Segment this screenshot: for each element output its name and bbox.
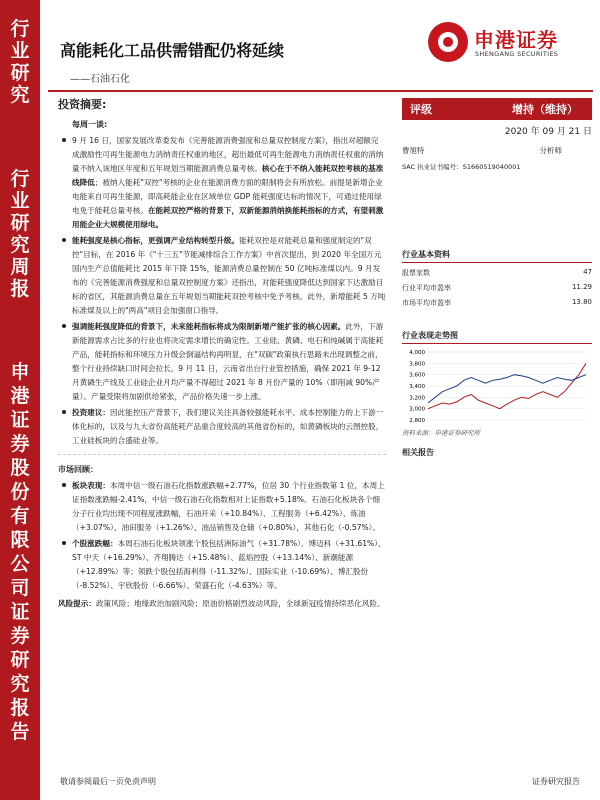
basic-info-heading: 行业基本资料 xyxy=(402,249,592,263)
sidebar-top-label: 行 业 研 究 xyxy=(10,18,30,106)
series-line-2 xyxy=(428,375,586,403)
industry-trend-chart xyxy=(402,348,592,424)
logo-en-text: SHENGANG SECURITIES xyxy=(475,50,559,58)
y-tick-label: 4,000 xyxy=(409,350,425,356)
basic-info-key: 市场平均市盈率 xyxy=(402,299,451,307)
chart-heading: 行业表现走势图 xyxy=(402,330,592,344)
sidebar xyxy=(0,0,40,800)
basic-info-key: 行业平均市盈率 xyxy=(402,284,451,292)
p1-text-b: 核心在于不纳入能耗双控考核的基准线降低 xyxy=(72,164,384,187)
report-title: 高能耗化工品供需错配仍将延续 xyxy=(60,41,285,60)
weekly-label: 每周一谈: xyxy=(72,120,108,129)
analyst-role: 分析师 xyxy=(539,146,562,155)
market-heading: 市场回顾： xyxy=(58,465,98,474)
main-column xyxy=(58,98,386,611)
header-divider xyxy=(48,90,593,92)
analyst-cert xyxy=(402,162,592,171)
report-date: 2020 年 09 月 21 日 xyxy=(504,127,592,137)
analyst-name: 曹旭特 xyxy=(402,146,425,155)
analyst-row xyxy=(402,145,592,156)
chart-source: 资料来源：申港证券研究所 xyxy=(402,429,480,437)
y-tick-label: 2,800 xyxy=(409,418,425,424)
bullet-icon xyxy=(62,324,66,328)
footer-disclaimer: 敬请参阅最后一页免责声明 xyxy=(60,777,156,786)
p3-text-a: 强调能耗强度降低的背景下，未来能耗指标将成为限制新增产能扩张的核心因素。 xyxy=(72,322,346,331)
basic-info-row xyxy=(402,298,592,308)
market-paragraph-2 xyxy=(58,537,386,593)
company-logo xyxy=(428,20,588,74)
bullet-icon xyxy=(62,483,66,487)
summary-paragraph-3 xyxy=(58,320,386,404)
rating-value: 增持（维持） xyxy=(512,103,578,116)
risk-paragraph xyxy=(58,597,386,611)
rating-bar xyxy=(402,98,592,120)
basic-info-table xyxy=(402,268,592,308)
sidebar-bottom-label: 申 港 证 券 股 份 有 限 公 司 证 券 研 究 报 告 xyxy=(10,361,30,743)
summary-heading: 投资摘要: xyxy=(58,98,107,111)
bullet-icon xyxy=(62,138,66,142)
bullet-icon xyxy=(62,238,66,242)
p2-text-b: 能耗双控是对能耗总量和强度制定的"双控"目标，在 2016 年《"十三五"节能减排综合工作方案》中首次提出，到 2020 年全国万元国内生产总值能耗比 2015 年下降 15%，能源消费总量控制在 50 亿吨标准煤以内。9 月发布的《完善能源消费强度和总量双控制度方案》还指出，对能耗强度降低达到国家下达激励目标的省区，其能源消费总量在五年规划当期能耗双控考核中免予考核。此外，新增能耗 5 万吨标准煤及以上的"两高"项目会加强窗口指导。 xyxy=(72,236,386,315)
y-tick-label: 3,000 xyxy=(409,406,425,413)
market-paragraph-1 xyxy=(58,479,386,535)
rating-label: 评级 xyxy=(410,103,432,116)
basic-info-row xyxy=(402,283,592,293)
risk-text: 政策风险；地缘政治加剧风险；原油价格剧烈波动风险，全球新冠疫情持续恶化风险。 xyxy=(95,599,385,608)
risk-label: 风险提示： xyxy=(58,599,96,608)
summary-paragraph-2 xyxy=(58,234,386,318)
p1-text-c: ；被纳入能耗"双控"考核的企业在能源消费方面的限制将会有所放松。前提是新增企业电能来自可再生能源，即高耗能企业在区域单位 GDP 能耗强度达标的情况下，可通过使用绿电免于能耗总量考核。 xyxy=(72,178,383,215)
market-p1-text: 本周中信一级石油石化指数涨跌幅+2.77%，位居 30 个行业指数第 1 位，本周上证指数涨跌幅-2.41%，中信一级石油石化指数相对上证指数+5.18%。石油石化板块各个细分子行业均出现不同程度涨跌幅，石油开采（+10.84%）、工程服务（+6.42%）、炼油（+3.07%）、油田服务（+1.26%）、油品销售及仓储（+0.80%），其他石化（-0.57%）。 xyxy=(72,481,385,532)
y-tick-label: 3,400 xyxy=(409,384,425,390)
bullet-icon xyxy=(62,541,66,545)
report-subtitle: ——石油石化 xyxy=(70,74,130,85)
y-tick-label: 3,200 xyxy=(409,395,425,402)
p4-text-b: 因此能控压产背景下，我们建议关注具备较强能耗水平、成本控制能力的上下游一体化标的，以及与九大省份高能耗产品重合度较高的其他省份标的，如黄磷板块的云图控股，工业硅板块的合盛硅业等。 xyxy=(72,408,384,445)
p1-text-d: 在能耗双控严格的背景下，双新能源消纳换能耗指标的方式，有望刺激用能企业大规模使用绿电。 xyxy=(72,206,384,229)
p2-text-a: 能耗强度是核心指标，更强调产业结构转型升级。 xyxy=(72,236,240,245)
side-column xyxy=(402,98,592,458)
basic-info-value: 13.80 xyxy=(571,298,592,306)
market-p2-text: 本周石油石化板块领涨个股包括洲际油气（+31.78%）、博迈科（+31.61%）、ST 中天（+16.29%）、齐翔腾达（+15.48%）、蓝焰控股（+13.14%）、新潮能源（+12.89%）等；领跌个股包括海利得（-11.32%）、国际实业（-10.69%）、博汇股份（-8.52%）、宇欣股份（-6.66%）、荣盛石化（-4.63%）等。 xyxy=(72,539,386,590)
bullet-icon xyxy=(62,410,66,414)
summary-paragraph-4 xyxy=(58,406,386,448)
logo-mark-icon xyxy=(428,22,468,62)
footer-label: 证券研究报告 xyxy=(532,777,580,786)
summary-paragraph-1 xyxy=(58,134,386,232)
basic-info-row xyxy=(402,268,592,278)
basic-info-key: 股票家数 xyxy=(402,269,430,277)
basic-info-value: 47 xyxy=(583,268,592,276)
p1-text-a: 9 月 16 日，国家发展改革委发布《完善能源消费强度和总量双控制度方案》，指出对超额完成激励性可再生能源电力消纳责任权重的地区，超出最低可再生能源电力消纳责任权重的消纳量不纳入该地区年度和五年规划当期能源消费总量考核。 xyxy=(72,136,384,173)
market-p1-label: 板块表现： xyxy=(72,481,110,490)
market-p2-label: 个股涨跌幅： xyxy=(72,539,118,548)
cert-label: SAC 执业证书编号： xyxy=(402,163,463,171)
p4-text-a: 投资建议： xyxy=(72,408,110,417)
p3-text-b: 此外，下游新能源需求占比多的行业也将决定需求增长的确定性。工业硅、黄磷、电石和纯碱属于高能耗产品，能耗指标和环境压力升级会倒逼结构再明显，在"双碳"政策执行思路未出现调整之前，整个行业持续缺口时间会拉长，9 月 11 日，云南省出台行业管控措施，确保 2021 年 9-12 月黄磷生产线及工业硅企业月均产量不得超过 2021 年 8 月份产量的 10%（即削减 90%产量）。产量受限将加剧供给紧张，产品价格失速一步上涨。 xyxy=(72,322,384,401)
y-tick-label: 3,800 xyxy=(409,361,425,368)
basic-info-value: 11.29 xyxy=(571,283,592,291)
logo-cn-text: 申港证券 xyxy=(474,28,558,52)
sidebar-mid-label: 行 业 研 究 周 报 xyxy=(10,168,30,300)
cert-number: S1660519040001 xyxy=(462,163,521,171)
y-tick-label: 3,600 xyxy=(409,372,425,379)
related-reports-heading: 相关报告 xyxy=(402,448,434,457)
